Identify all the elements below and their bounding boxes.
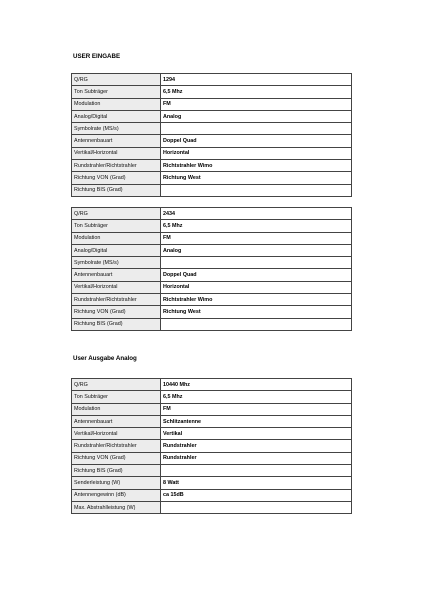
row-label: Max. Abstrahlleistung (W) [72, 501, 161, 513]
table-row [72, 501, 352, 513]
row-value: Horizontal [161, 281, 352, 293]
table-user-ausgabe-analog [71, 378, 352, 514]
row-value [161, 501, 352, 513]
row-value: Richtstrahler Wimo [161, 294, 352, 306]
table-row [72, 232, 352, 244]
row-label: Senderleistung (W) [72, 477, 161, 489]
table-row [72, 440, 352, 452]
row-value [161, 184, 352, 196]
table-row [72, 98, 352, 110]
row-value: FM [161, 403, 352, 415]
row-label: Antennenbauart [72, 135, 161, 147]
table-row [72, 110, 352, 122]
row-label: Q/RG [72, 74, 161, 86]
row-value: 8 Watt [161, 477, 352, 489]
row-label: Antennengewinn (dB) [72, 489, 161, 501]
row-value: 6,5 Mhz [161, 86, 352, 98]
row-label: Richtung BIS (Grad) [72, 318, 161, 330]
table-row [72, 294, 352, 306]
row-label: Modulation [72, 403, 161, 415]
row-value: ca 15dB [161, 489, 352, 501]
row-value: FM [161, 232, 352, 244]
table-row [72, 74, 352, 86]
table-row [72, 489, 352, 501]
row-label: Rundstrahler/Richtstrahler [72, 160, 161, 172]
row-value: 1294 [161, 74, 352, 86]
table-row [72, 477, 352, 489]
table-row [72, 135, 352, 147]
row-label: Rundstrahler/Richtstrahler [72, 294, 161, 306]
row-value [161, 123, 352, 135]
table-row [72, 220, 352, 232]
row-label: Ton Subträger [72, 391, 161, 403]
row-label: Rundstrahler/Richtstrahler [72, 440, 161, 452]
row-label: Symbolrate (MS/s) [72, 123, 161, 135]
table-row [72, 147, 352, 159]
row-value: Vertikal [161, 428, 352, 440]
row-value [161, 318, 352, 330]
row-value: Horizontal [161, 147, 352, 159]
table-row [72, 318, 352, 330]
row-label: Richtung BIS (Grad) [72, 184, 161, 196]
row-value: 10440 Mhz [161, 379, 352, 391]
row-value: Richtstrahler Wimo [161, 160, 352, 172]
row-value: Schlitzantenne [161, 415, 352, 427]
heading-user-ausgabe-analog: User Ausgabe Analog [73, 355, 137, 362]
row-label: Symbolrate (MS/s) [72, 257, 161, 269]
row-label: Q/RG [72, 208, 161, 220]
table-row [72, 379, 352, 391]
table-row [72, 391, 352, 403]
row-value: Analog [161, 244, 352, 256]
table-row [72, 415, 352, 427]
table-row [72, 452, 352, 464]
row-label: Vertikal/Horizontal [72, 281, 161, 293]
table-row [72, 244, 352, 256]
row-value: Richtung West [161, 306, 352, 318]
table-row [72, 184, 352, 196]
row-value: Rundstrahler [161, 440, 352, 452]
row-value: Doppel Quad [161, 135, 352, 147]
row-label: Antennenbauart [72, 269, 161, 281]
row-value [161, 257, 352, 269]
row-label: Ton Subträger [72, 86, 161, 98]
row-label: Richtung VON (Grad) [72, 306, 161, 318]
row-label: Ton Subträger [72, 220, 161, 232]
table-row [72, 465, 352, 477]
row-label: Richtung BIS (Grad) [72, 465, 161, 477]
row-label: Richtung VON (Grad) [72, 172, 161, 184]
table-row [72, 160, 352, 172]
row-value: 6,5 Mhz [161, 391, 352, 403]
table-row [72, 123, 352, 135]
row-value: FM [161, 98, 352, 110]
row-label: Q/RG [72, 379, 161, 391]
row-label: Vertikal/Horizontal [72, 147, 161, 159]
heading-user-eingabe: USER EINGABE [73, 53, 121, 60]
table-row [72, 257, 352, 269]
row-value: Rundstrahler [161, 452, 352, 464]
row-label: Analog/Digital [72, 244, 161, 256]
table-row [72, 281, 352, 293]
row-label: Antennenbauart [72, 415, 161, 427]
row-value: Doppel Quad [161, 269, 352, 281]
row-value [161, 465, 352, 477]
table-row [72, 428, 352, 440]
table-row [72, 403, 352, 415]
row-label: Modulation [72, 98, 161, 110]
table-row [72, 172, 352, 184]
row-value: Analog [161, 110, 352, 122]
row-label: Modulation [72, 232, 161, 244]
row-label: Analog/Digital [72, 110, 161, 122]
row-value: 6,5 Mhz [161, 220, 352, 232]
row-value: 2434 [161, 208, 352, 220]
row-value: Richtung West [161, 172, 352, 184]
row-label: Vertikal/Horizontal [72, 428, 161, 440]
row-label: Richtung VON (Grad) [72, 452, 161, 464]
table-row [72, 306, 352, 318]
table-user-eingabe-1 [71, 73, 352, 197]
table-row [72, 269, 352, 281]
table-row [72, 86, 352, 98]
table-row [72, 208, 352, 220]
table-user-eingabe-2 [71, 207, 352, 331]
